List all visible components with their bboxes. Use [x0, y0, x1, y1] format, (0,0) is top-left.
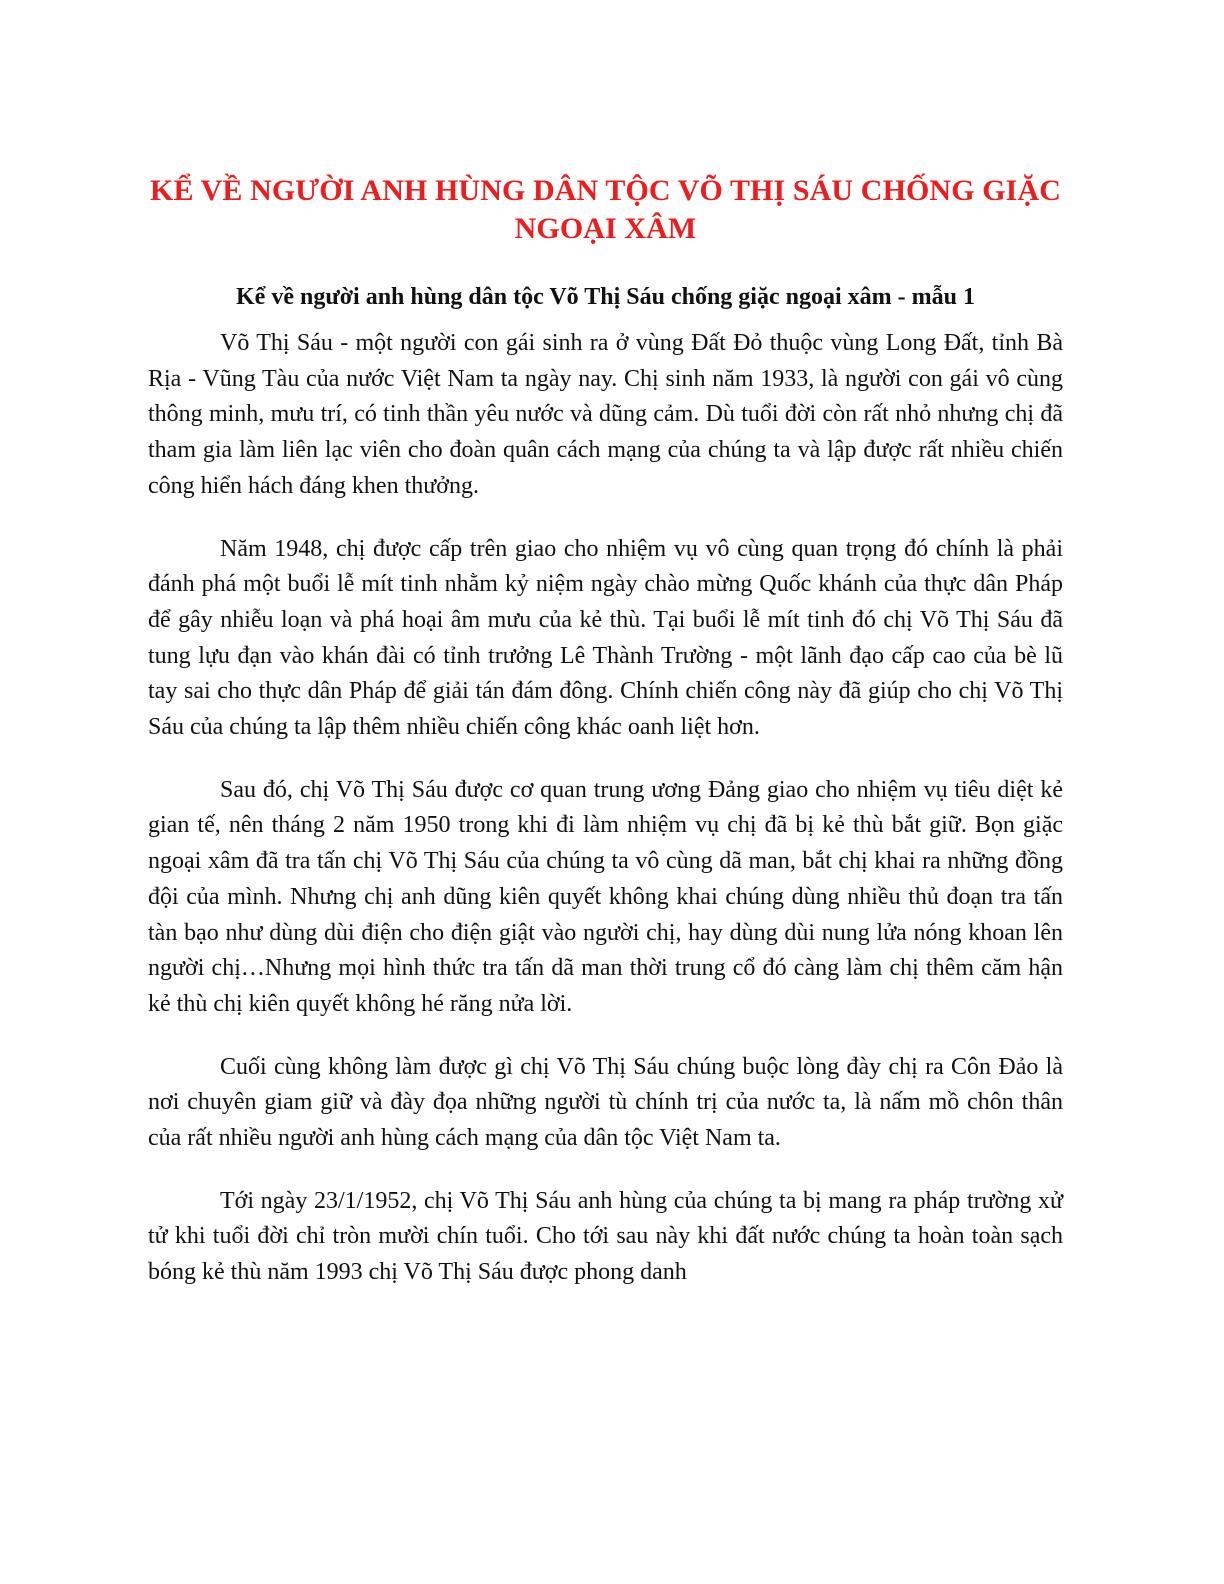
paragraph: Võ Thị Sáu - một người con gái sinh ra ở vùng Đất Đỏ thuộc vùng Long Đất, tỉnh Bà Rịa - Vũng Tàu của nước Việt Nam ta ngày nay. Chị sinh năm 1933, là người con gái vô cùng thông minh, mưu trí, có tinh thần yêu nước và dũng cảm. Dù tuổi đời còn rất nhỏ nhưng chị đã tham gia làm liên lạc viên cho đoàn quân cách mạng của chúng ta và lập được rất nhiều chiến công hiển hách đáng khen thưởng.	[148, 330, 1063, 499]
paragraph: Tới ngày 23/1/1952, chị Võ Thị Sáu anh hùng của chúng ta bị mang ra pháp trường xử tử khi tuổi đời chỉ tròn mười chín tuổi. Cho tới sau này khi đất nước chúng ta hoàn toàn sạch bóng kẻ thù năm 1993 chị Võ Thị Sáu được phong danh	[148, 1187, 1063, 1286]
document-title: KỂ VỀ NGƯỜI ANH HÙNG DÂN TỘC VÕ THỊ SÁU CHỐNG GIẶC NGOẠI XÂM	[150, 174, 1061, 245]
document-page	[148, 172, 1063, 1291]
paragraph: Cuối cùng không làm được gì chị Võ Thị Sáu chúng buộc lòng đày chị ra Côn Đảo là nơi chuyên giam giữ và đày đọa những người tù chính trị của nước ta, là nấm mồ chôn thân của rất nhiều người anh hùng cách mạng của dân tộc Việt Nam ta.	[148, 1053, 1063, 1152]
paragraph: Sau đó, chị Võ Thị Sáu được cơ quan trung ương Đảng giao cho nhiệm vụ tiêu diệt kẻ gian tế, nên tháng 2 năm 1950 trong khi đi làm nhiệm vụ chị đã bị kẻ thù bắt giữ. Bọn giặc ngoại xâm đã tra tấn chị Võ Thị Sáu của chúng ta vô cùng dã man, bắt chị khai ra những đồng đội của mình. Nhưng chị anh dũng kiên quyết không khai chúng dùng nhiều thủ đoạn tra tấn tàn bạo như dùng dùi điện cho điện giật vào người chị, hay dùng dùi nung lửa nóng khoan lên người chị…Nhưng mọi hình thức tra tấn dã man thời trung cổ đó càng làm chị thêm căm hận kẻ thù chị kiên quyết không hé răng nửa lời.	[148, 776, 1063, 1017]
paragraph: Năm 1948, chị được cấp trên giao cho nhiệm vụ vô cùng quan trọng đó chính là phải đánh phá một buổi lễ mít tinh nhằm kỷ niệm ngày chào mừng Quốc khánh của thực dân Pháp để gây nhiễu loạn và phá hoại âm mưu của kẻ thù. Tại buổi lễ mít tinh đó chị Võ Thị Sáu đã tung lựu đạn vào khán đài có tỉnh trưởng Lê Thành Trường - một lãnh đạo cấp cao của bè lũ tay sai cho thực dân Pháp để giải tán đám đông. Chính chiến công này đã giúp cho chị Võ Thị Sáu của chúng ta lập thêm nhiều chiến công khác oanh liệt hơn.	[148, 535, 1063, 741]
section-subtitle: Kể về người anh hùng dân tộc Võ Thị Sáu chống giặc ngoại xâm - mẫu 1	[236, 284, 975, 310]
